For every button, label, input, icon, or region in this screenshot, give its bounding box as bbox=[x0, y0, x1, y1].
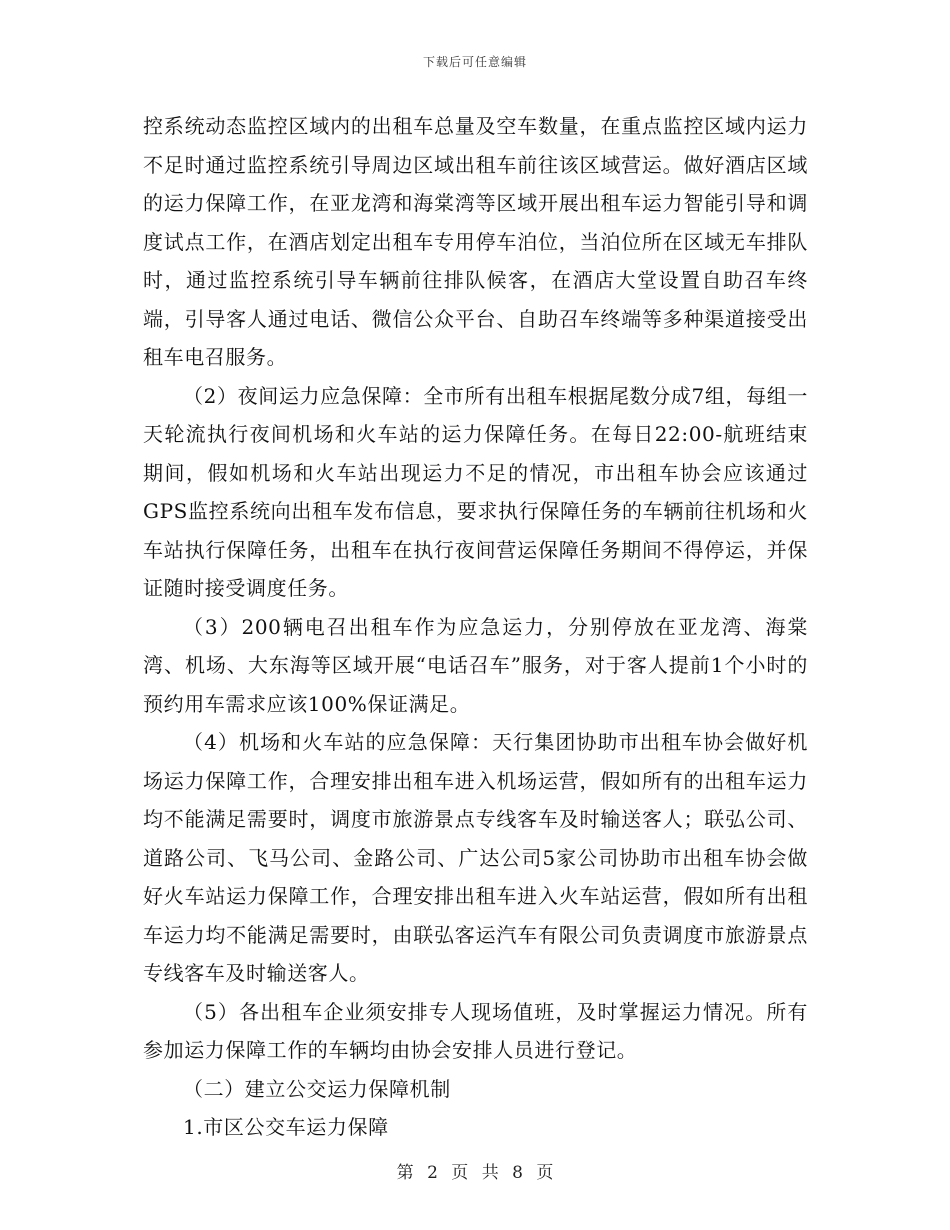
paragraph-airport-station: （4）机场和火车站的应急保障：天行集团协助市出租车协会做好机场运力保障工作，合理安排出租车进入机场运营，假如所有的出租车运力均不能满足需要时，调度市旅游景点专线客车及时输送客人；联弘公司、道路公司、飞马公司、金路公司、广达公司5家公司协助市出租车协会做好火车站运力保障工作，合理安排出租车进入火车站运营，假如所有出租车运力均不能满足需要时，由联弘客运汽车有限公司负责调度市旅游景点专线客车及时输送客人。 bbox=[143, 730, 808, 985]
footer-current-page: 2 bbox=[427, 1163, 438, 1183]
paragraph-on-duty: （5）各出租车企业须安排专人现场值班，及时掌握运力情况。所有参加运力保障工作的车辆均由协会安排人员进行登记。 bbox=[143, 999, 808, 1062]
paragraph-night-capacity: （2）夜间运力应急保障：全市所有出租车根据尾数分成7组，每组一天轮流执行夜间机场和火车站的运力保障任务。在每日22:00-航班结束期间，假如机场和火车站出现运力不足的情况，市出租车协会应该通过GPS监控系统向出租车发布信息，要求执行保障任务的车辆前往机场和火车站执行保障任务，出租车在执行夜间营运保障任务期间不得停运，并保证随时接受调度任务。 bbox=[143, 383, 808, 600]
page-footer bbox=[0, 1158, 950, 1183]
footer-total-pages: 8 bbox=[512, 1163, 523, 1183]
page-header: 下载后可任意编辑 bbox=[422, 55, 527, 69]
footer-label-total: 共 bbox=[481, 1163, 499, 1183]
section-heading-bus: （二）建立公交运力保障机制 bbox=[183, 1076, 451, 1101]
subsection-heading-city-bus: 1.市区公交车运力保障 bbox=[183, 1115, 389, 1139]
footer-label-unit2: 页 bbox=[536, 1163, 554, 1183]
paragraph-continuation: 控系统动态监控区域内的出租车总量及空车数量，在重点监控区域内运力不足时通过监控系统引导周边区域出租车前往该区域营运。做好酒店区域的运力保障工作，在亚龙湾和海棠湾等区域开展出租车运力智能引导和调度试点工作，在酒店划定出租车专用停车泊位，当泊位所在区域无车排队时，通过监控系统引导车辆前往排队候客，在酒店大堂设置自助召车终端，引导客人通过电话、微信公众平台、自助召车终端等多种渠道接受出租车电召服务。 bbox=[143, 114, 808, 369]
footer-label-unit: 页 bbox=[451, 1163, 469, 1183]
paragraph-dispatch-taxis: （3）200辆电召出租车作为应急运力，分别停放在亚龙湾、海棠湾、机场、大东海等区域开展“电话召车”服务，对于客人提前1个小时的预约用车需求应该100%保证满足。 bbox=[143, 614, 808, 716]
document-body bbox=[143, 107, 808, 1147]
footer-label-page: 第 bbox=[396, 1163, 414, 1183]
